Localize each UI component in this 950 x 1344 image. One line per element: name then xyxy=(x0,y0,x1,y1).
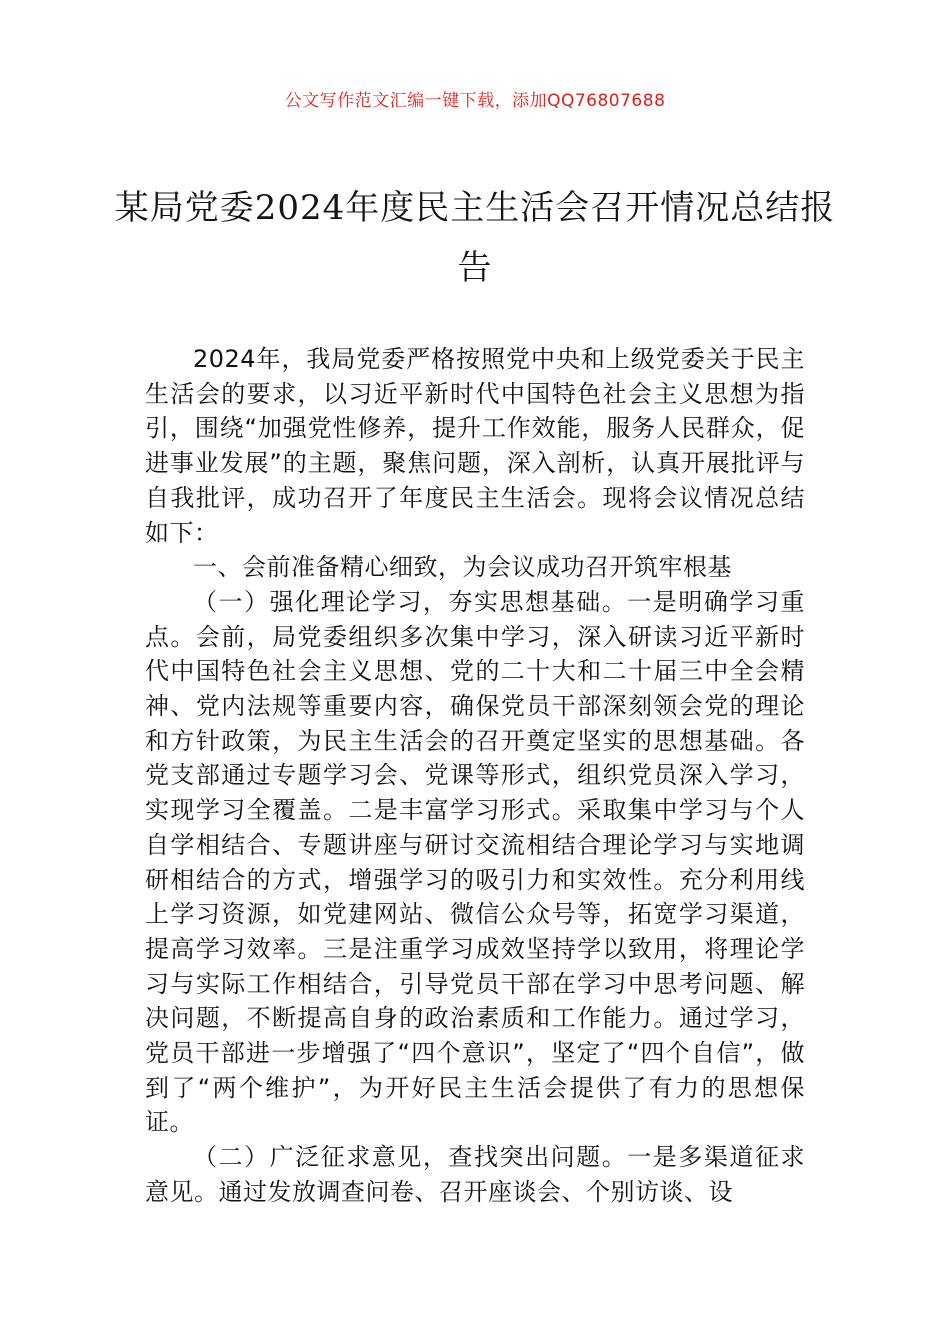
document-title: 某局党委2024年度民主生活会召开情况总结报告 xyxy=(114,188,836,288)
intro-paragraph: 2024年，我局党委严格按照党中央和上级党委关于民主生活会的要求，以习近平新时代中国特色社会主义思想为指引，围绕“加强党性修养，提升工作效能，服务人民群众，促进事业发展”的主题，聚焦问题，深入剖析，认真开展批评与自我批评，成功召开了年度民主生活会。现将会议情况总结如下： xyxy=(145,345,805,547)
section-heading-1: 一、会前准备精心细致，为会议成功召开筑牢根基 xyxy=(193,553,732,582)
header-download-note: 公文写作范文汇编一键下载，添加QQ76807688 xyxy=(284,91,666,111)
document-body xyxy=(145,342,805,1210)
subsection-paragraph-2: （二）广泛征求意见，查找突出问题。一是多渠道征求意见。通过发放调查问卷、召开座谈会、个别访谈、设 xyxy=(145,1143,805,1206)
subsection-paragraph-1: （一）强化理论学习，夯实思想基础。一是明确学习重点。会前，局党委组织多次集中学习，深入研读习近平新时代中国特色社会主义思想、党的二十大和二十届三中全会精神、党内法规等重要内容，确保党员干部深刻领会党的理论和方针政策，为民主生活会的召开奠定坚实的思想基础。各党支部通过专题学习会、党课等形式，组织党员深入学习，实现学习全覆盖。二是丰富学习形式。采取集中学习与个人自学相结合、专题讲座与研讨交流相结合理论学习与实地调研相结合的方式，增强学习的吸引力和实效性。充分利用线上学习资源，如党建网站、微信公众号等，拓宽学习渠道，提高学习效率。三是注重学习成效坚持学以致用，将理论学习与实际工作相结合，引导党员干部在学习中思考问题、解决问题，不断提高自身的政治素质和工作能力。通过学习，党员干部进一步增强了“四个意识”，坚定了“四个自信”，做到了“两个维护”，为开好民主生活会提供了有力的思想保证。 xyxy=(145,587,805,1137)
